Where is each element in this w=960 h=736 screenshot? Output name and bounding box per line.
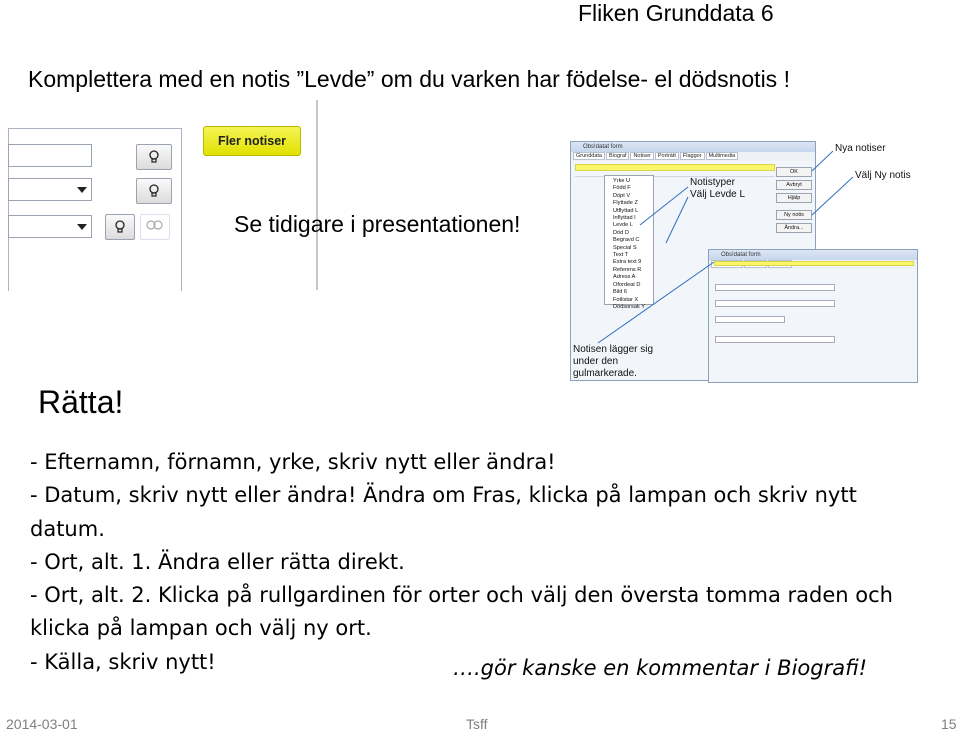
dropdown-arrow-icon xyxy=(77,187,87,193)
tab-portratt[interactable]: Porträtt xyxy=(655,152,679,160)
note-type-item[interactable]: Levde L xyxy=(613,222,633,229)
intro-text: Komplettera med en notis ”Levde” om du varken har födelse- el dödsnotis ! xyxy=(28,66,790,92)
arrow-to-list xyxy=(666,197,688,243)
instruction-line: - Källa, skriv nytt! xyxy=(30,649,216,674)
instruction-line: datum. xyxy=(30,516,105,541)
dropdown-field[interactable] xyxy=(8,215,92,238)
instruction-line: - Ort, alt. 2. Klicka på rullgardinen för orter och välj den översta tomma raden och xyxy=(30,583,893,608)
slide-title: Fliken Grunddata 6 xyxy=(578,0,774,26)
ny-notis-button[interactable]: Ny notis xyxy=(776,210,812,220)
lightbulb-button[interactable] xyxy=(105,214,135,240)
note-type-item[interactable]: Född F xyxy=(613,185,631,192)
note-type-item[interactable]: Adress A xyxy=(613,274,636,281)
lightbulb-button-disabled xyxy=(140,214,170,240)
divider xyxy=(316,100,318,290)
annotation-bottom-3: gulmarkerade. xyxy=(573,368,637,379)
note-type-item[interactable]: Begravd C xyxy=(613,237,640,244)
double-lightbulb-icon xyxy=(145,220,165,234)
dropdown-field[interactable] xyxy=(8,178,92,201)
window-titlebar: Obs!datat form xyxy=(709,250,917,260)
instruction-list xyxy=(30,446,945,679)
avbryt-button[interactable]: Avbryt xyxy=(776,180,812,190)
footer-page-number: 15 xyxy=(941,716,957,732)
tab-flaggor[interactable]: Flaggor xyxy=(680,152,705,160)
note-type-item[interactable]: Dödsorsak Y xyxy=(613,303,645,310)
comment-text: ….gör kanske en kommentar i Biografi! xyxy=(453,656,868,680)
hjalp-button[interactable]: Hjälp xyxy=(776,193,812,203)
footer-center: Tsff xyxy=(466,716,488,732)
note-type-item[interactable]: Inflyttad I xyxy=(613,215,636,222)
instruction-line: klicka på lampan och välj ny ort. xyxy=(30,616,372,641)
note-type-item[interactable]: Yrke U xyxy=(613,178,631,184)
note-type-item[interactable]: Flyttade Z xyxy=(613,200,638,207)
annotation-bottom-1: Notisen lägger sig xyxy=(573,344,654,355)
section-heading: Rätta! xyxy=(38,384,124,420)
tab-grunddata[interactable]: Grunddata xyxy=(573,152,605,160)
note-type-item[interactable]: Fotlistar X xyxy=(613,296,639,303)
arrow-to-ok xyxy=(812,151,833,171)
fler-notiser-button[interactable]: Fler notiser xyxy=(203,126,301,156)
instruction-line: - Ort, alt. 1. Ändra eller rätta direkt. xyxy=(30,549,405,574)
annotation-valj-ny-notis: Välj Ny notis xyxy=(855,170,911,181)
note-type-item[interactable]: Special S xyxy=(613,244,637,251)
note-type-item[interactable]: Död D xyxy=(613,229,629,236)
dropdown-arrow-icon xyxy=(77,224,87,230)
note-type-item[interactable]: Bild 6 xyxy=(613,289,627,296)
screenshot-notiser xyxy=(568,137,920,384)
instruction-line: - Datum, skriv nytt eller ändra! Ändra om Fras, klicka på lampan och skriv nytt xyxy=(30,483,857,508)
note-type-item[interactable]: Extra text 9 xyxy=(613,259,642,266)
previous-note: Se tidigare i presentationen! xyxy=(234,211,521,237)
lightbulb-icon xyxy=(148,150,160,164)
annotation-valj-levde: Välj Levde L xyxy=(690,189,746,200)
tab-multimedia[interactable]: Multimedia xyxy=(706,152,739,160)
annotation-arrows xyxy=(568,137,920,384)
arrow-to-highlight xyxy=(598,262,714,343)
note-type-item[interactable]: Text T xyxy=(613,252,629,259)
lightbulb-icon xyxy=(148,184,160,198)
note-type-item[interactable]: Döpt V xyxy=(613,192,631,199)
text-field[interactable] xyxy=(8,144,92,167)
note-type-item[interactable]: Ofordeat D xyxy=(613,281,641,288)
ok-button[interactable]: OK xyxy=(776,167,812,177)
footer-date: 2014-03-01 xyxy=(6,716,78,732)
arrow-to-ny-notis xyxy=(812,177,853,215)
andra-button[interactable]: Ändra... xyxy=(776,223,812,233)
note-type-item[interactable]: Utflyttad L xyxy=(613,207,639,214)
annotation-notistyper: Notistyper xyxy=(690,177,736,188)
instruction-line: - Efternamn, förnamn, yrke, skriv nytt eller ändra! xyxy=(30,450,556,474)
tab-notiser[interactable]: Notiser xyxy=(630,152,653,160)
arrow-to-levde xyxy=(640,187,688,225)
window-titlebar: Obs!datat form xyxy=(571,142,815,152)
note-type-item[interactable]: Referens R xyxy=(613,266,642,273)
lightbulb-icon xyxy=(114,220,126,234)
lightbulb-button[interactable] xyxy=(136,144,172,170)
tab-biograf[interactable]: Biograf xyxy=(606,152,629,160)
annotation-nya-notiser: Nya notiser xyxy=(835,143,886,154)
annotation-bottom-2: under den xyxy=(573,356,619,367)
lightbulb-button[interactable] xyxy=(136,178,172,204)
